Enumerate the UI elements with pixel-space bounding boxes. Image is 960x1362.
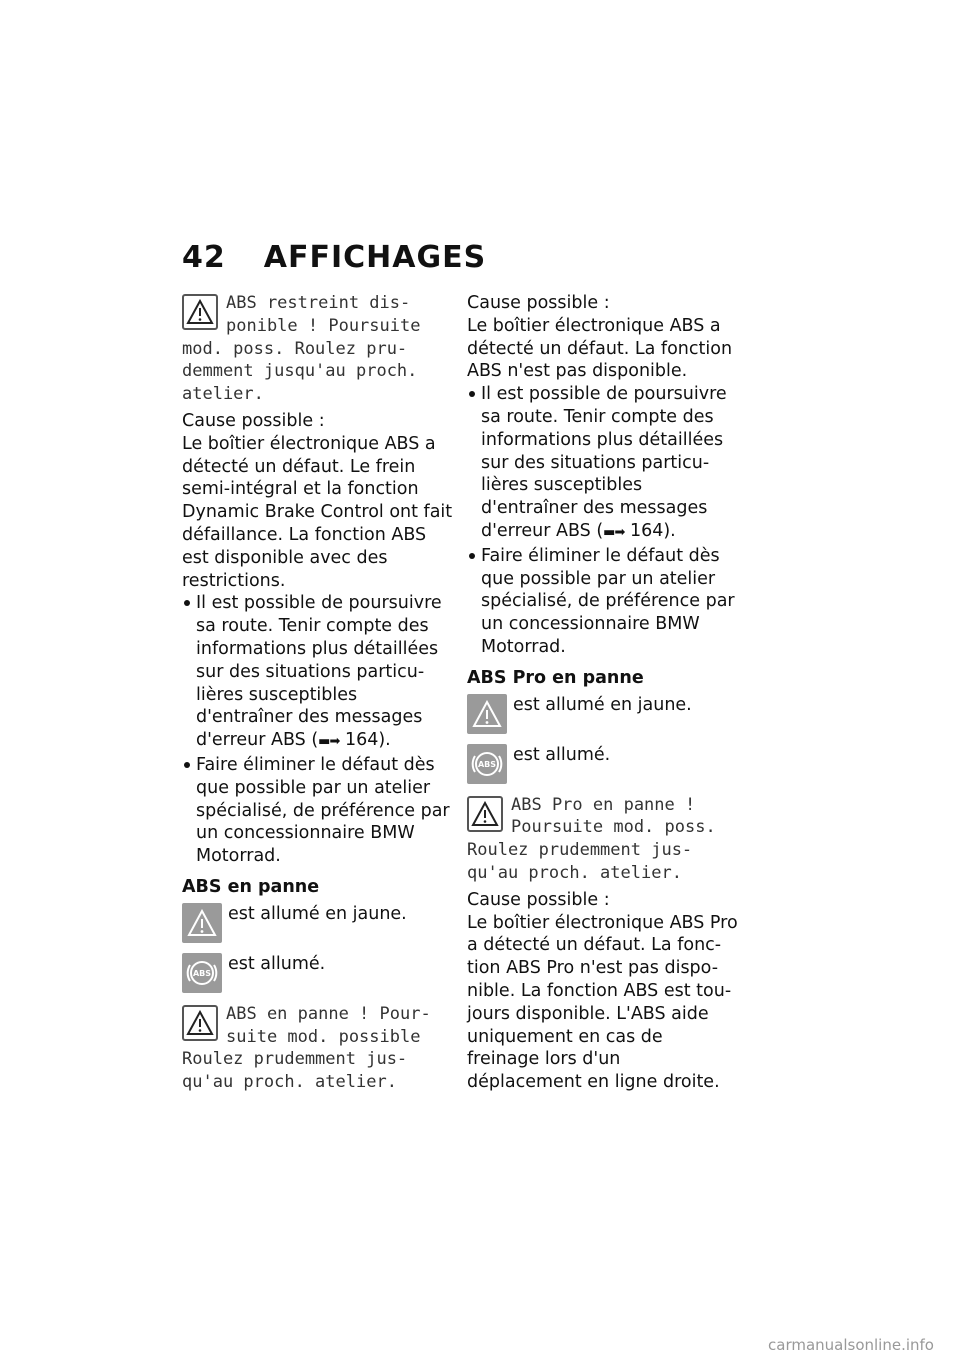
- indicator-row-yellow: [182, 903, 454, 943]
- cause-label: Cause possible :: [467, 889, 610, 910]
- page-ref-arrow-icon: ▬➡: [318, 734, 340, 750]
- indicator-text: est allumé.: [228, 953, 326, 974]
- indicator-text: est allumé en jaune.: [228, 903, 407, 924]
- cause-text: Le boîtier électronique ABS a détecté un défaut. Le frein semi-intégral et la fonction Dynamic Brake Control ont fait défaillance. La fonction ABS est disponible avec des restrictions.: [182, 433, 453, 591]
- indicator-row-abs: [467, 744, 739, 784]
- warning-triangle-icon: [182, 903, 222, 943]
- cause-label: Cause possible :: [182, 410, 325, 431]
- list-item: Faire éliminer le défaut dès que possible par un atelier spécialisé, de préférence par un concessionnaire BMW Motorrad.: [182, 754, 454, 868]
- warning-message-abs-restricted: [182, 292, 454, 406]
- indicator-text: est allumé en jaune.: [513, 694, 692, 715]
- warning-text: ABS restreint dis- ponible ! Poursuite mod. poss. Roulez pru- demment jusqu'au proch. atelier.: [182, 293, 421, 405]
- section-heading: ABS Pro en panne: [467, 667, 644, 688]
- indicator-text: est allumé.: [513, 744, 611, 765]
- action-list: [182, 592, 454, 868]
- warning-triangle-icon: [182, 294, 218, 330]
- warning-triangle-icon: [182, 1005, 218, 1041]
- cause-text: Le boîtier électronique ABS a détecté un défaut. La fonction ABS n'est pas disponible.: [467, 315, 733, 382]
- list-item: Faire éliminer le défaut dès que possible par un atelier spécialisé, de préférence par un concessionnaire BMW Motorrad.: [467, 545, 739, 659]
- warning-message-abs-failed: [182, 1003, 454, 1094]
- page-ref[interactable]: 164: [629, 520, 664, 541]
- cause-label: Cause possible :: [467, 293, 610, 313]
- right-column: [467, 292, 739, 1094]
- abs-icon: [467, 744, 507, 784]
- svg-text:ABS: ABS: [477, 759, 497, 769]
- warning-text: ABS Pro en panne ! Poursuite mod. poss. Roulez prudemment jus- qu'au proch. atelier.: [467, 794, 716, 883]
- section-heading: ABS en panne: [182, 876, 320, 897]
- list-item: Il est possible de poursuivre sa route. Tenir compte des informations plus détaillées sur des situations particu-lières susceptibles d'entraîner des messages d'erreur ABS (▬➡ 164).: [467, 383, 739, 545]
- page-number: 42: [182, 240, 226, 275]
- action-list: [467, 383, 739, 659]
- page-ref[interactable]: 164: [344, 730, 379, 751]
- indicator-row-abs: [182, 953, 454, 993]
- watermark: carmanualsonline.info: [768, 1336, 934, 1354]
- indicator-row-yellow: [467, 694, 739, 734]
- abs-icon: [182, 953, 222, 993]
- warning-message-abs-pro-failed: [467, 794, 739, 885]
- warning-triangle-icon: [467, 796, 503, 832]
- list-item: Il est possible de poursuivre sa route. Tenir compte des informations plus détaillées sur des situations particu-lières susceptibles d'entraîner des messages d'erreur ABS (▬➡ 164).: [182, 592, 454, 754]
- page-title: AFFICHAGES: [263, 240, 487, 275]
- svg-text:ABS: ABS: [192, 968, 212, 978]
- warning-text: ABS en panne ! Pour- suite mod. possible Roulez prudemment jus- qu'au proch. atelier.: [182, 1003, 431, 1093]
- page-ref-arrow-icon: ▬➡: [603, 524, 625, 540]
- warning-triangle-icon: [467, 694, 507, 734]
- cause-text: Le boîtier électronique ABS Pro a détecté un défaut. La fonc-tion ABS Pro n'est pas dispo-nible. La fonction ABS est tou-jours disponible. L'ABS aide uniquement en cas de freinage lors d'un déplacement en ligne droite.: [467, 912, 738, 1093]
- page-header: [182, 240, 486, 275]
- left-column: [182, 292, 454, 1098]
